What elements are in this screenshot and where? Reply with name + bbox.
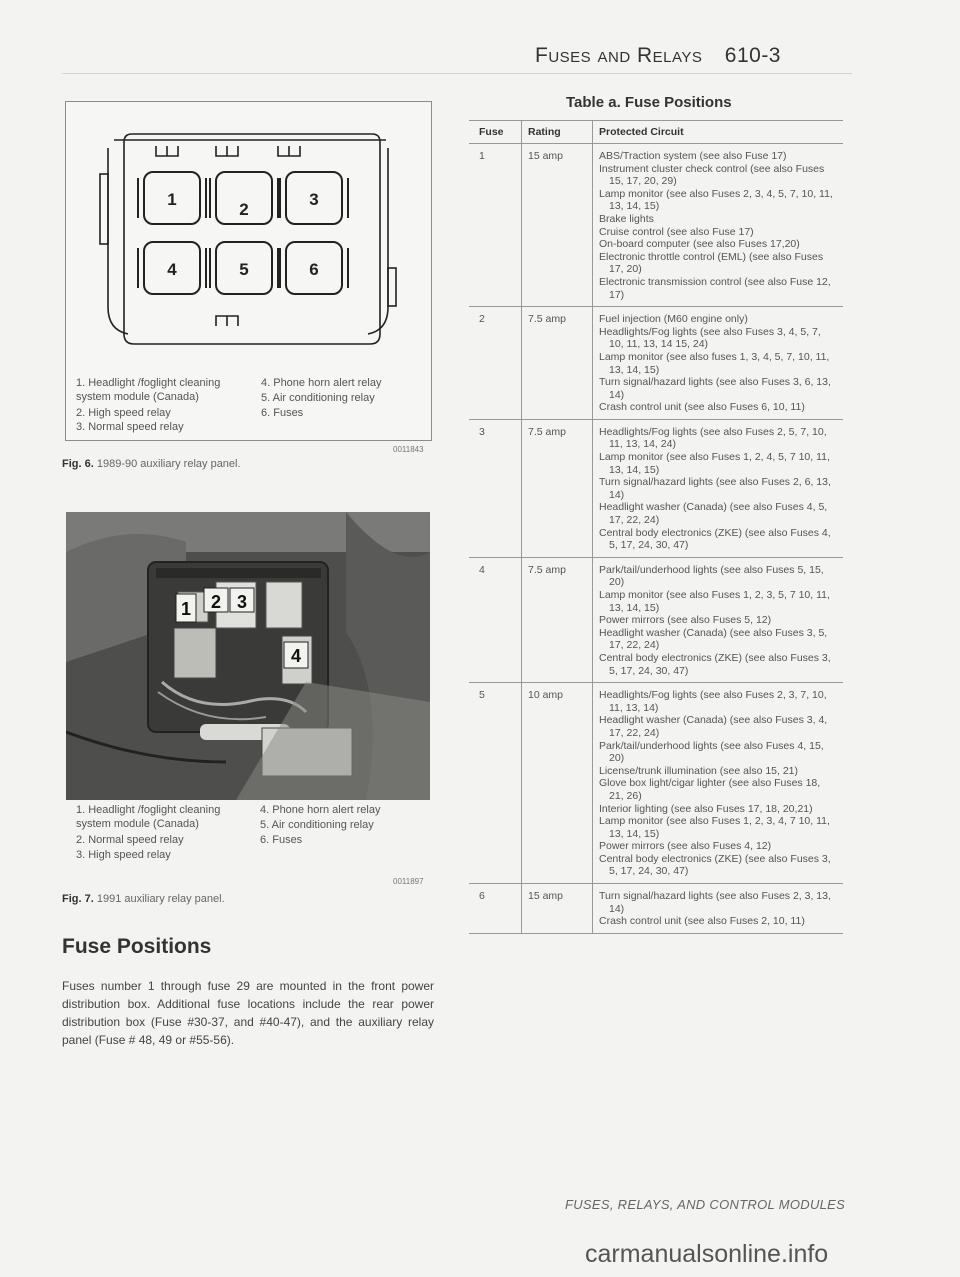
- figure-6-label: Fig. 6.: [62, 458, 94, 470]
- circuit-entry: Electronic transmission control (see also Fuse 12, 17): [599, 275, 831, 301]
- legend-item: 1. Headlight /foglight cleaning system module (Canada): [76, 377, 221, 403]
- photo-label-3: 3: [236, 592, 248, 612]
- table-row: [469, 557, 843, 682]
- table-row: [469, 144, 843, 307]
- relay-label-5: 5: [239, 260, 249, 279]
- header-rating: Rating: [522, 121, 593, 144]
- legend-item: 2. Normal speed relay: [76, 834, 184, 846]
- relay-label-6: 6: [309, 260, 319, 279]
- figure-7-caption: [62, 893, 225, 905]
- circuit-entry: Cruise control (see also Fuse 17): [599, 225, 754, 238]
- header-rule: [62, 73, 852, 74]
- circuit-entry: ABS/Traction system (see also Fuse 17): [599, 150, 787, 162]
- fuse-rating: 7.5 amp: [522, 307, 593, 420]
- legend-item: 6. Fuses: [261, 407, 304, 419]
- circuit-entry: Interior lighting (see also Fuses 17, 18, 20,21): [599, 802, 813, 815]
- circuit-entry: Turn signal/hazard lights (see also Fuses 3, 6, 13, 14): [599, 376, 831, 401]
- circuit-entry: Lamp monitor (see also Fuses 1, 2, 4, 5, 7 10, 11, 13, 14, 15): [599, 451, 830, 476]
- circuit-entry: Headlight washer (Canada) (see also Fuses 3, 5, 17, 22, 24): [599, 626, 828, 652]
- circuit-entry: Headlights/Fog lights (see also Fuses 2, 5, 7, 10, 11, 13, 14, 24): [599, 425, 827, 451]
- circuit-entry: On-board computer (see also Fuses 17,20): [599, 238, 800, 251]
- circuit-entry: Headlight washer (Canada) (see also Fuses 3, 4, 17, 22, 24): [599, 714, 828, 739]
- circuit-entry: Central body electronics (ZKE) (see also Fuses 3, 5, 17, 24, 30, 47): [599, 852, 831, 878]
- photo-illustration: [66, 512, 430, 800]
- table-row: [469, 307, 843, 420]
- figure-7-legend: [66, 803, 436, 873]
- figure-7-number: 0011897: [393, 877, 424, 886]
- fuse-rating: 10 amp: [522, 683, 593, 884]
- page-number: 610-3: [724, 44, 781, 67]
- relay-label-4: 4: [167, 260, 177, 279]
- circuit-entry: Central body electronics (ZKE) (see also Fuses 3, 5, 17, 24, 30, 47): [599, 651, 831, 677]
- circuit-entry: Headlights/Fog lights (see also Fuses 2, 3, 7, 10, 11, 13, 14): [599, 689, 827, 714]
- figure-7-label: Fig. 7.: [62, 893, 94, 905]
- fuse-rating: 7.5 amp: [522, 419, 593, 557]
- circuit-entry: Electronic throttle control (EML) (see also Fuses 17, 20): [599, 250, 824, 276]
- circuit-entry: Lamp monitor (see also Fuses 1, 2, 3, 5, 7 10, 11, 13, 14, 15): [599, 589, 830, 614]
- circuit-entry: Turn signal/hazard lights (see also Fuses 2, 6, 13, 14): [599, 476, 831, 501]
- circuit-entry: Brake lights: [599, 212, 654, 225]
- header-fuse: Fuse: [469, 121, 522, 144]
- fuse-number: 5: [469, 683, 522, 884]
- fuse-rating: 15 amp: [522, 884, 593, 934]
- figure-6-box: [65, 101, 432, 441]
- fuse-rating: 7.5 amp: [522, 557, 593, 682]
- circuit-entry: Central body electronics (ZKE) (see also Fuses 4, 5, 17, 24, 30, 47): [599, 526, 831, 552]
- legend-item: 5. Air conditioning relay: [260, 819, 374, 831]
- legend-item: 2. High speed relay: [76, 407, 171, 419]
- running-header: [535, 44, 781, 68]
- figure-6-caption-text: 1989-90 auxiliary relay panel.: [96, 458, 241, 470]
- circuit-entry: Fuel injection (M60 engine only): [599, 313, 748, 326]
- fuse-number: 1: [469, 144, 522, 307]
- protected-circuits: [593, 557, 844, 682]
- table-title: Table a. Fuse Positions: [566, 94, 732, 111]
- circuit-entry: Lamp monitor (see also Fuses 1, 2, 3, 4, 7 10, 11, 13, 14, 15): [599, 815, 830, 840]
- circuit-entry: Turn signal/hazard lights (see also Fuses 2, 3, 13, 14): [599, 890, 831, 915]
- header-protected-circuit: Protected Circuit: [593, 121, 844, 144]
- table-row: [469, 419, 843, 557]
- relay-label-2: 2: [239, 200, 249, 219]
- photo-label-2: 2: [210, 592, 222, 612]
- protected-circuits: [593, 683, 844, 884]
- fuse-rating: 15 amp: [522, 144, 593, 307]
- photo-label-1: 1: [180, 599, 192, 619]
- header-title: Fuses and Relays: [535, 44, 703, 67]
- watermark: carmanualsonline.info: [585, 1240, 829, 1268]
- protected-circuits: [593, 884, 844, 934]
- fuse-number: 3: [469, 419, 522, 557]
- circuit-entry: Park/tail/underhood lights (see also Fuses 4, 15, 20): [599, 739, 824, 765]
- circuit-entry: Power mirrors (see also Fuses 5, 12): [599, 614, 772, 627]
- relay-label-1: 1: [167, 190, 177, 209]
- circuit-entry: Power mirrors (see also Fuses 4, 12): [599, 840, 772, 853]
- legend-item: 5. Air conditioning relay: [261, 392, 375, 404]
- legend-item: 3. High speed relay: [76, 849, 171, 861]
- legend-item: 6. Fuses: [260, 834, 303, 846]
- figure-7-caption-text: 1991 auxiliary relay panel.: [96, 893, 225, 905]
- section-paragraph: Fuses number 1 through fuse 29 are mounted in the front power distribution box. Additional fuse locations include the rear power distribution box (Fuse #30-37, and #40-47), and the auxiliary relay panel (Fuse # 48, 49 or #55-56).: [62, 979, 434, 1047]
- figure-6-caption: [62, 458, 241, 470]
- circuit-entry: Park/tail/underhood lights (see also Fuses 5, 15, 20): [599, 563, 824, 589]
- legend-item: 1. Headlight /foglight cleaning system module (Canada): [76, 804, 221, 830]
- fuse-positions-table: [469, 120, 843, 934]
- circuit-entry: Instrument cluster check control (see also Fuses 15, 17, 20, 29): [599, 162, 825, 188]
- relay-label-3: 3: [309, 190, 319, 209]
- figure-6-number: 0011843: [393, 445, 424, 454]
- protected-circuits: [593, 419, 844, 557]
- legend-item: 4. Phone horn alert relay: [260, 804, 381, 816]
- circuit-entry: Headlights/Fog lights (see also Fuses 3, 4, 5, 7, 10, 11, 13, 14 15, 24): [599, 325, 821, 351]
- table-row: [469, 683, 843, 884]
- page-footer: FUSES, RELAYS, AND CONTROL MODULES: [565, 1197, 846, 1212]
- circuit-entry: Crash control unit (see also Fuses 2, 10, 11): [599, 915, 805, 928]
- protected-circuits: [593, 144, 844, 307]
- table-header-row: [469, 121, 843, 144]
- circuit-entry: Glove box light/cigar lighter (see also Fuses 18, 21, 26): [599, 777, 821, 802]
- photo-label-4: 4: [290, 646, 302, 666]
- fuse-number: 2: [469, 307, 522, 420]
- fuse-number: 4: [469, 557, 522, 682]
- legend-item: 3. Normal speed relay: [76, 421, 184, 433]
- table-row: [469, 884, 843, 934]
- circuit-entry: Lamp monitor (see also Fuses 2, 3, 4, 5, 7, 10, 11, 13, 14, 15): [599, 187, 833, 213]
- circuit-entry: Crash control unit (see also Fuses 6, 10, 11): [599, 401, 805, 414]
- circuit-entry: Lamp monitor (see also fuses 1, 3, 4, 5, 7, 10, 11, 13, 14, 15): [599, 350, 830, 376]
- protected-circuits: [593, 307, 844, 420]
- circuit-entry: Headlight washer (Canada) (see also Fuses 4, 5, 17, 22, 24): [599, 501, 828, 527]
- circuit-entry: License/trunk illumination (see also 15, 21): [599, 764, 799, 777]
- fuse-number: 6: [469, 884, 522, 934]
- relay-panel-photo: [66, 512, 430, 800]
- section-heading: Fuse Positions: [62, 935, 212, 958]
- legend-item: 4. Phone horn alert relay: [261, 377, 382, 389]
